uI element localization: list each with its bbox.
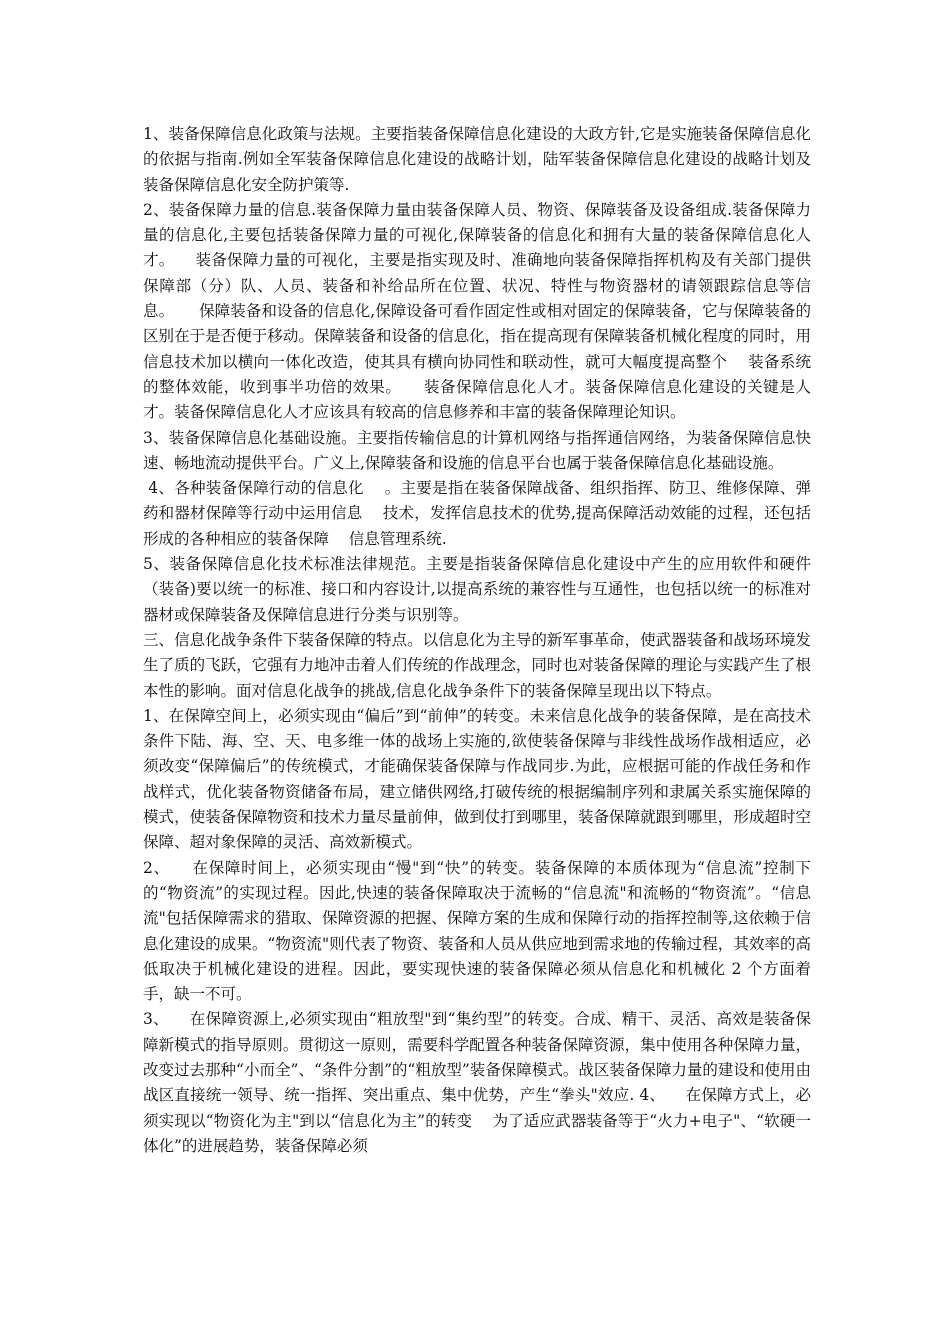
paragraph-support-forces: 2、装备保障力量的信息.装备保障力量由装备保障人员、物资、保障装备及设备组成.装备保障力量的信息化,主要包括装备保障力量的可视化,保障装备的信息化和拥有大量的装备保障信息化人才。 装备保障力量的可视化，主要是指实现及时、准确地向装备保障指挥机构及有关部门提供保障部（分）队、人员、装备和补给品所在位置、状况、特性与物资器材的请领跟踪信息等信 息。 保障装备和设备的信息化,保障设备可看作固定性或相对固定的保障装备，它与保障装备的区别在于是否便于移动。保障装备和设备的信息化，指在提高现有保障装备机械化程度的同时，用信息技术加以横向一体化改造，使其具有横向协同性和联动性，就可大幅度提高整个 装备系统的整体效能，收到事半功倍的效果。 装备保障信息化人才。装备保障信息化建设的关键是人才。装备保障信息化人才应该具有较高的信息修养和丰富的装备保障理论知识。 (143, 200, 831, 422)
paragraph-support-space: 1、在保障空间上，必须实现由“偏后”到“前伸”的转变。未来信息化战争的装备保障，是在高技术条件下陆、海、空、天、电多维一体的战场上实施的,欲使装备保障与非线性战场作战相适应，必须改变“保障偏后”的传统模式，才能确保装备保障与作战同步.为此，应根据可能的作战任务和作战样式，优化装备物资储备布局，建立储供网络,打破传统的根据编制序列和隶属关系实施保障的模式，使装备保障物资和技术力量尽量前伸，做到仗打到哪里，装备保障就跟到哪里，形成超时空保障、超对象保障的灵活、高效新模式。 (143, 706, 811, 852)
paragraph-support-resources: 3、 在保障资源上,必须实现由“粗放型"到“集约型”的转变。合成、精干、灵活、高效是装备保障新模式的指导原则。贯彻这一原则，需要科学配置各种装备保障资源，集中使用各种保障力量，改变过去那种“小而全”、“条件分割”的“粗放型”装备保障模式。战区装备保障力量的建设和使用由战区直接统一领导、统一指挥、突出重点、集中优势，产生“拳头"效应. 4、 在保障方式上，必须实现以“物资化为主"到以“信息化为主”的转变 为了适应武器装备等于“火力+电子"、“软硬一体化”的进展趋势，装备保障必须 (143, 1010, 811, 1155)
paragraph-section-three-heading: 三、信息化战争条件下装备保障的特点。以信息化为主导的新军事革命，使武器装备和战场环境发生了质的飞跃，它强有力地冲击着人们传统的作战理念，同时也对装备保障的理论与实践产生了根本性的影响。面对信息化战争的挑战,信息化战争条件下的装备保障呈现出以下特点。 (143, 630, 811, 700)
paragraph-support-actions: 4、各种装备保障行动的信息化 。主要是指在装备保障战备、组织指挥、防卫、维修保障、弹药和器材保障等行动中运用信息 技术，发挥信息技术的优势,提高保障活动效能的过程，还包括形成的各种相应的装备保障 信息管理系统. (143, 479, 811, 548)
document-page (143, 122, 831, 1159)
paragraph-technical-standards: 5、装备保障信息化技术标准法律规范。主要是指装备保障信息化建设中产生的应用软件和硬件（装备)要以统一的标准、接口和内容设计,以提高系统的兼容性与互通性，也包括以统一的标准对器材或保障装备及保障信息进行分类与识别等。 (143, 555, 811, 624)
paragraph-policy-regulations: 1、装备保障信息化政策与法规。主要指装备保障信息化建设的大政方针,它是实施装备保障信息化的依据与指南.例如全军装备保障信息化建设的战略计划，陆军装备保障信息化建设的战略计划及装备保障信息化安全防护策等. (143, 125, 811, 194)
paragraph-support-time: 2、 在保障时间上，必须实现由“慢"到“快”的转变。装备保障的本质体现为“信息流”控制下的“物资流”的实现过程。因此,快速的装备保障取决于流畅的“信息流"和流畅的“物资流”。“信息流"包括保障需求的猎取、保障资源的把握、保障方案的生成和保障行动的指挥控制等,这依赖于信息化建设的成果。“物资流"则代表了物资、装备和人员从供应地到需求地的传输过程，其效率的高低取决于机械化建设的进程。因此，要实现快速的装备保障必须从信息化和机械化 2 个方面着手，缺一不可。 (143, 858, 811, 1004)
paragraph-infrastructure: 3、装备保障信息化基础设施。主要指传输信息的计算机网络与指挥通信网络，为装备保障信息快速、畅地流动提供平台。广义上,保障装备和设施的信息平台也属于装备保障信息化基础设施。 (143, 428, 811, 472)
